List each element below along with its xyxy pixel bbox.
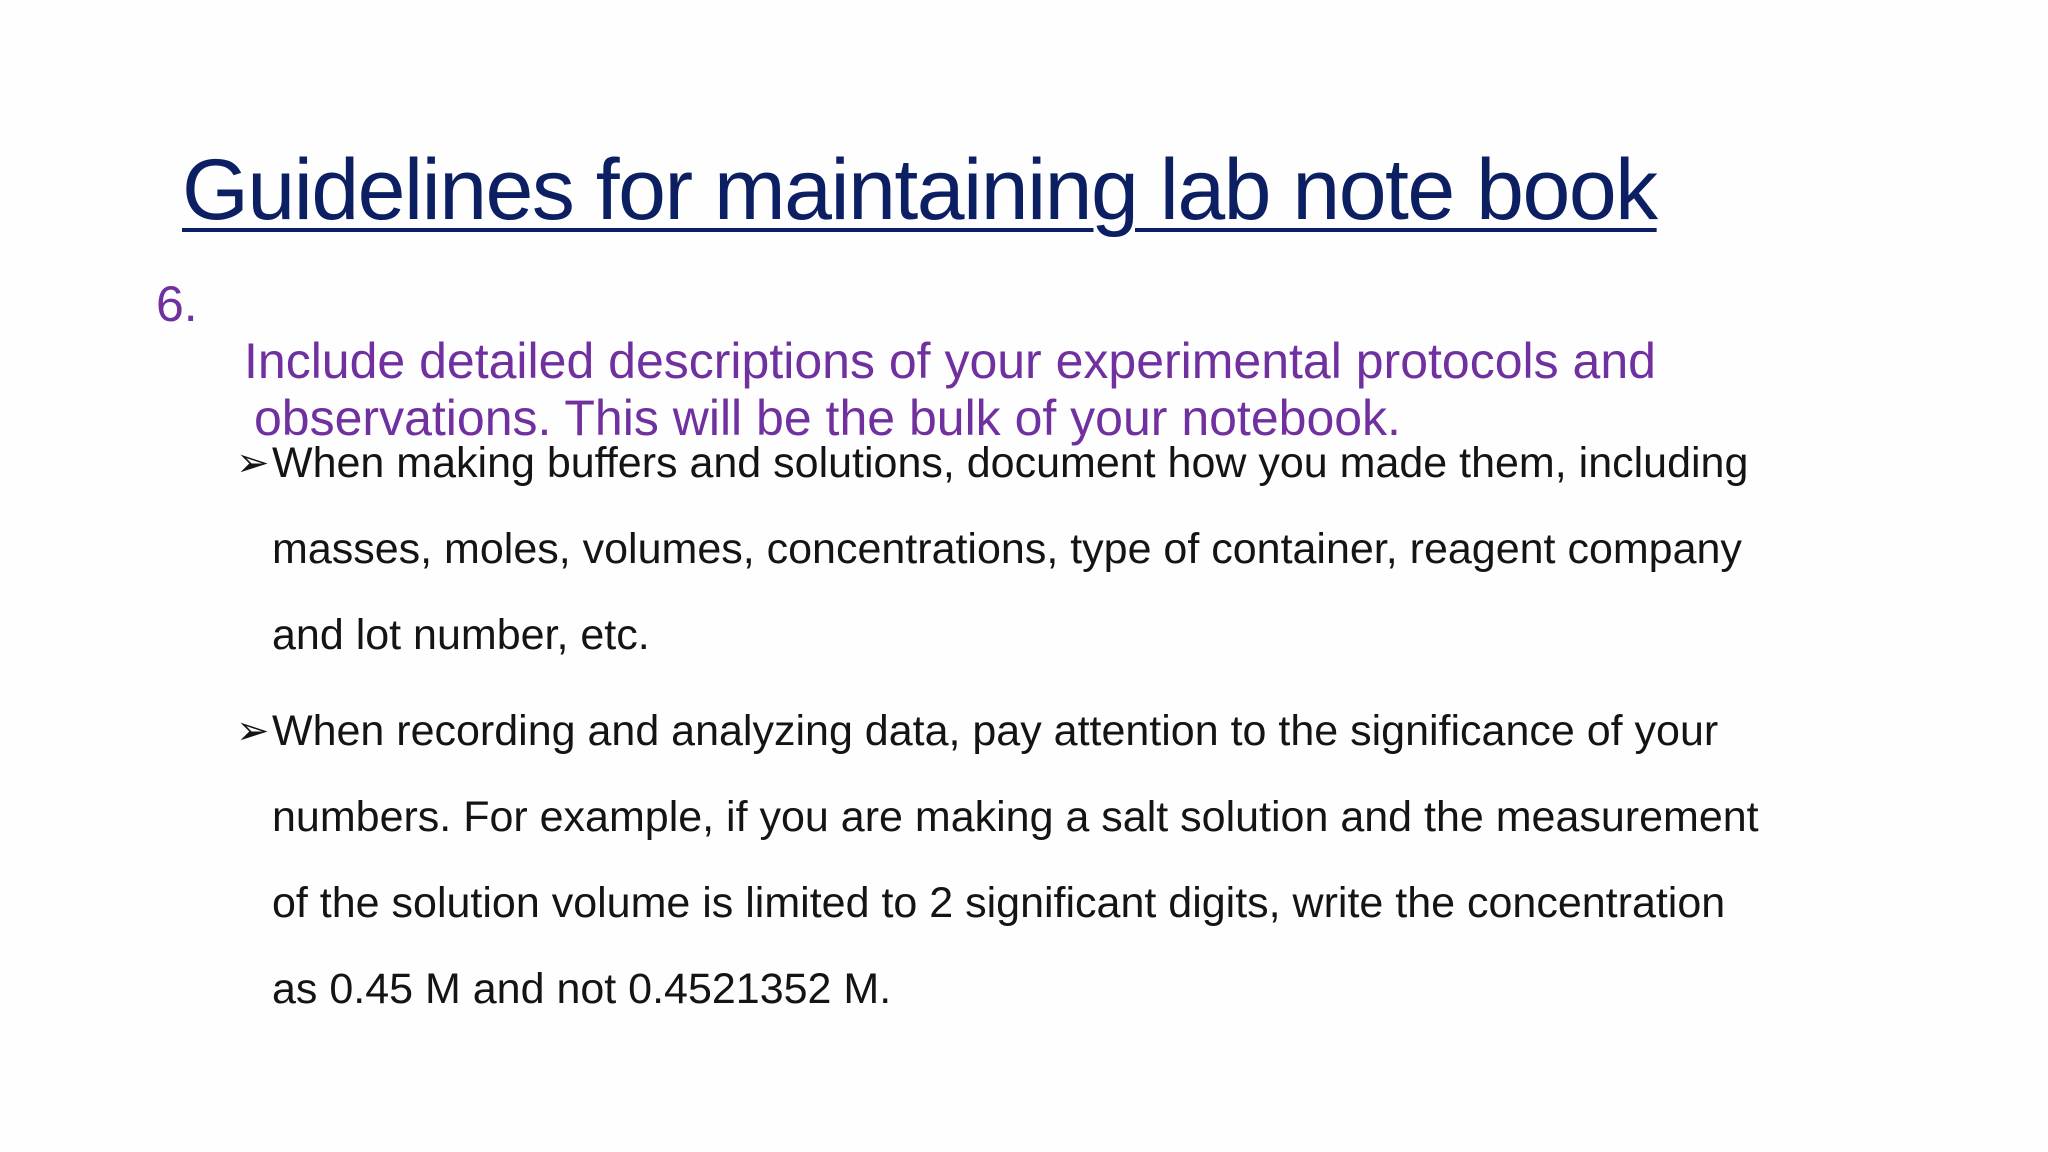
- bullet-line: as 0.45 M and not 0.4521352 M.: [272, 965, 892, 1013]
- bullet-line: masses, moles, volumes, concentrations, type of container, reagent company: [272, 525, 1742, 573]
- bullet-line: of the solution volume is limited to 2 significant digits, write the concentration: [272, 879, 1726, 927]
- bullet-line: When making buffers and solutions, document how you made them, including: [272, 439, 1749, 487]
- slide-title: Guidelines for maintaining lab note book: [182, 142, 1657, 238]
- arrowhead-bullet-icon: ➢: [236, 441, 270, 485]
- bullet-item-buffers: [236, 420, 1936, 678]
- bullet-item-data: [236, 688, 1936, 1032]
- bullet-line: numbers. For example, if you are making a salt solution and the measurement: [272, 793, 1759, 841]
- point-number: 6.: [156, 276, 198, 332]
- point-text-line-1: Include detailed descriptions of your experimental protocols and: [244, 333, 1656, 389]
- bullet-list: [236, 420, 1936, 1042]
- bullet-line: and lot number, etc.: [272, 611, 650, 659]
- arrowhead-bullet-icon: ➢: [236, 709, 270, 753]
- point-text-line-2: observations. This will be the bulk of your notebook.: [254, 390, 1401, 446]
- bullet-line: When recording and analyzing data, pay attention to the significance of your: [272, 707, 1719, 755]
